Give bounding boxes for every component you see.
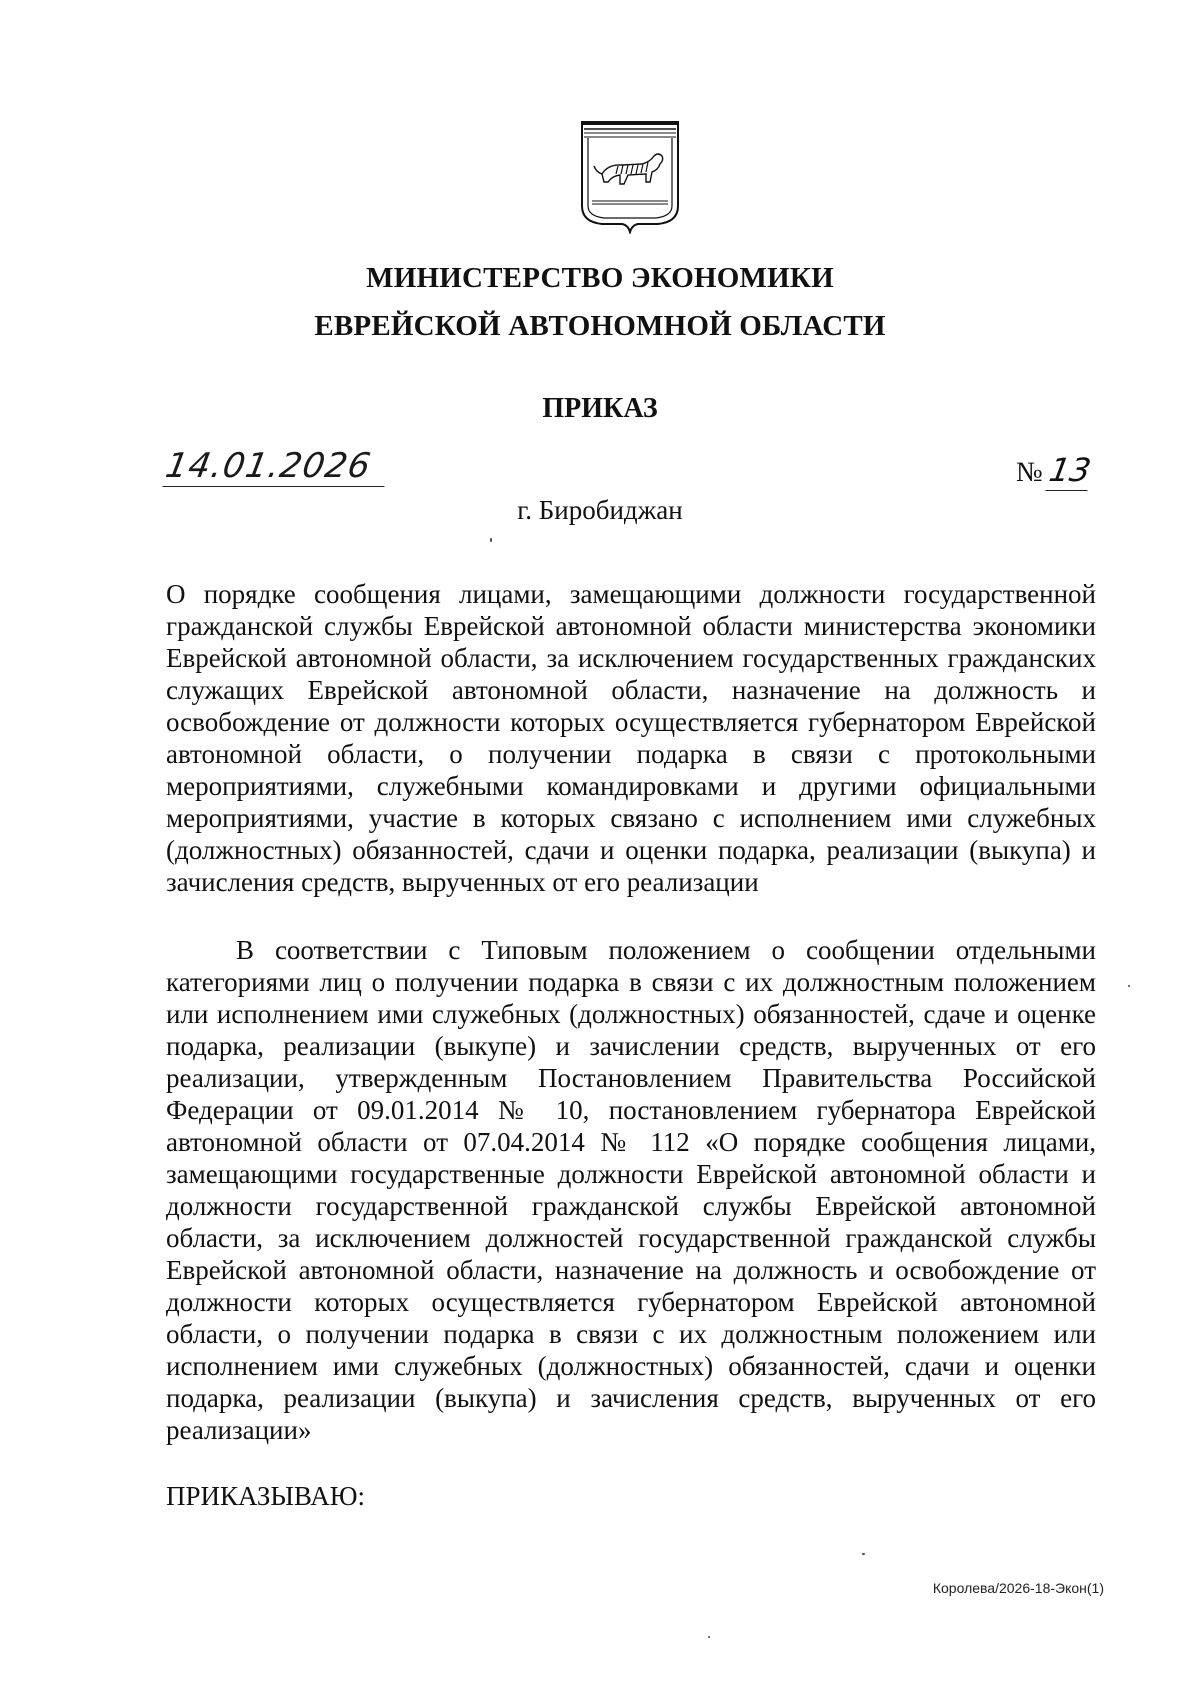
scan-speck (490, 538, 492, 542)
scan-speck (862, 1553, 865, 1555)
city-name: г. Биробиджан (517, 495, 683, 525)
order-preamble: В соответствии с Типовым положением о сообщении отдельными категориями лиц о получении подарка в связи с их должностным положением или исполнением ими служебных (должностных) обязанностей, сдаче и оценке подарка, реализации (выкупе) и зачислении средств, вырученных от его реализации, утвержденным Постановлением Правительства Российской Федерации от 09.01.2014 № 10, постановлением губернатора Еврейской автономной области от 07.04.2014 № 112 «О порядке сообщения лицами, замещающими государственные должности Еврейской автономной области и должности государственной гражданской службы Еврейской автономной области, за исключением должностей государственной гражданской службы Еврейской автономной области, назначение на должность и освобождение от должности которых осуществляется губернатором Еврейской автономной области, о получении подарка в связи с их должностным положением или исполнением ими служебных (должностных) обязанностей, сдачи и оценки подарка, реализации (выкупа) и зачисления средств, вырученных от его реализации» (166, 935, 1096, 1445)
ministry-name-line2: ЕВРЕЙСКОЙ АВТОНОМНОЙ ОБЛАСТИ (314, 310, 886, 342)
ministry-name-line1: МИНИСТЕРСТВО ЭКОНОМИКИ (366, 262, 834, 294)
order-number-value: 13 (1046, 451, 1094, 489)
scan-speck (1128, 985, 1130, 987)
document-type-title: ПРИКАЗ (542, 393, 658, 424)
scan-speck (708, 1636, 710, 1638)
tiger-coat-of-arms-icon (578, 118, 682, 234)
order-directive-word: ПРИКАЗЫВАЮ: (166, 1481, 365, 1511)
order-subject: О порядке сообщения лицами, замещающими должности государственной гражданской службы Еврейской автономной области министерства экономики Еврейской автономной области, за исключением государственных гражданских служащих Еврейской автономной области, назначение на должность и освобождение от должности которых осуществляется губернатором Еврейской автономной области, о получении подарка в связи с протокольными мероприятиями, служебными командировками и другими официальными мероприятиями, участие в которых связано с исполнением ими служебных (должностных) обязанностей, сдачи и оценки подарка, реализации (выкупа) и зачисления средств, вырученных от его реализации (166, 579, 1096, 897)
executor-reference: Королева/2026-18-Экон(1) (932, 1580, 1104, 1596)
number-sign: № (1016, 457, 1043, 488)
order-date: 14.01.2026 (162, 446, 391, 487)
order-number (1016, 450, 1094, 490)
